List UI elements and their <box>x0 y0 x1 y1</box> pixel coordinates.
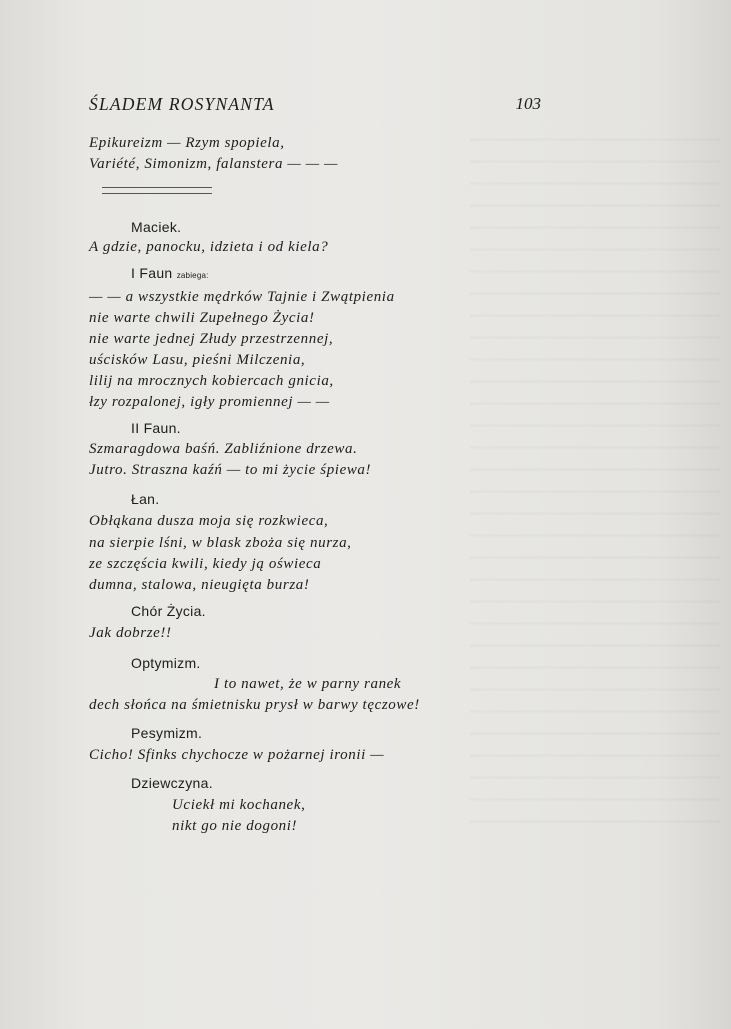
verse-line: Obłąkana dusza moja się rozkwieca, <box>89 513 329 529</box>
verse-line: dech słońca na śmietnisku prysł w barwy tęczowe! <box>89 697 420 713</box>
verse-line: lilij na mrocznych kobiercach gnicia, <box>89 373 334 389</box>
speaker-name: II Faun. <box>131 420 181 436</box>
page-number: 103 <box>515 94 541 113</box>
speaker-name: Pesymizm. <box>131 725 203 741</box>
speaker-name: Dziewczyna. <box>131 775 213 791</box>
verse-line: Jak dobrze!! <box>89 625 172 641</box>
stage-direction: zabiega: <box>176 271 209 280</box>
verse-line: Jutro. Straszna kaźń — to mi życie śpiewa! <box>89 462 372 478</box>
verse-line: — — a wszystkie mędrków Tajnie i Zwątpienia <box>89 289 395 305</box>
verse-line: dumna, stalowa, nieugięta burza! <box>89 577 310 593</box>
verse-line: uścisków Lasu, pieśni Milczenia, <box>89 352 306 368</box>
verse-line: na sierpie lśni, w blask zboża się nurza, <box>89 535 352 551</box>
verse-line: nie warte chwili Zupełnego Życia! <box>89 310 315 326</box>
speaker-name: Optymizm. <box>131 655 201 671</box>
verse-line: nikt go nie dogoni! <box>172 818 298 834</box>
page-header <box>89 94 541 118</box>
section-divider <box>102 187 212 194</box>
running-title: ŚLADEM ROSYNANTA <box>89 94 275 114</box>
verse-line: Cicho! Sfinks chychocze w pożarnej ironii — <box>89 747 385 763</box>
verse-line: Epikureizm — Rzym spopiela, <box>89 135 285 151</box>
verse-line: ze szczęścia kwili, kiedy ją oświeca <box>89 556 322 572</box>
speaker-name: Łan. <box>131 491 160 507</box>
speaker-name <box>131 265 209 281</box>
verse-line: Uciekł mi kochanek, <box>172 797 306 813</box>
verse-line: I to nawet, że w parny ranek <box>214 676 402 692</box>
verse-line: nie warte jednej Złudy przestrzennej, <box>89 331 334 347</box>
verse-line: Variété, Simonizm, falanstera — — — <box>89 156 338 172</box>
speaker-name: Maciek. <box>131 219 182 235</box>
speaker-label: I Faun <box>131 265 173 281</box>
speaker-name: Chór Życia. <box>131 603 206 619</box>
verse-line: Szmaragdowa baśń. Zabliźnione drzewa. <box>89 441 358 457</box>
verse-line: łzy rozpalonej, igły promiennej — — <box>89 394 330 410</box>
verse-line: A gdzie, panocku, idzieta i od kiela? <box>89 239 329 255</box>
show-through-text <box>470 120 720 840</box>
